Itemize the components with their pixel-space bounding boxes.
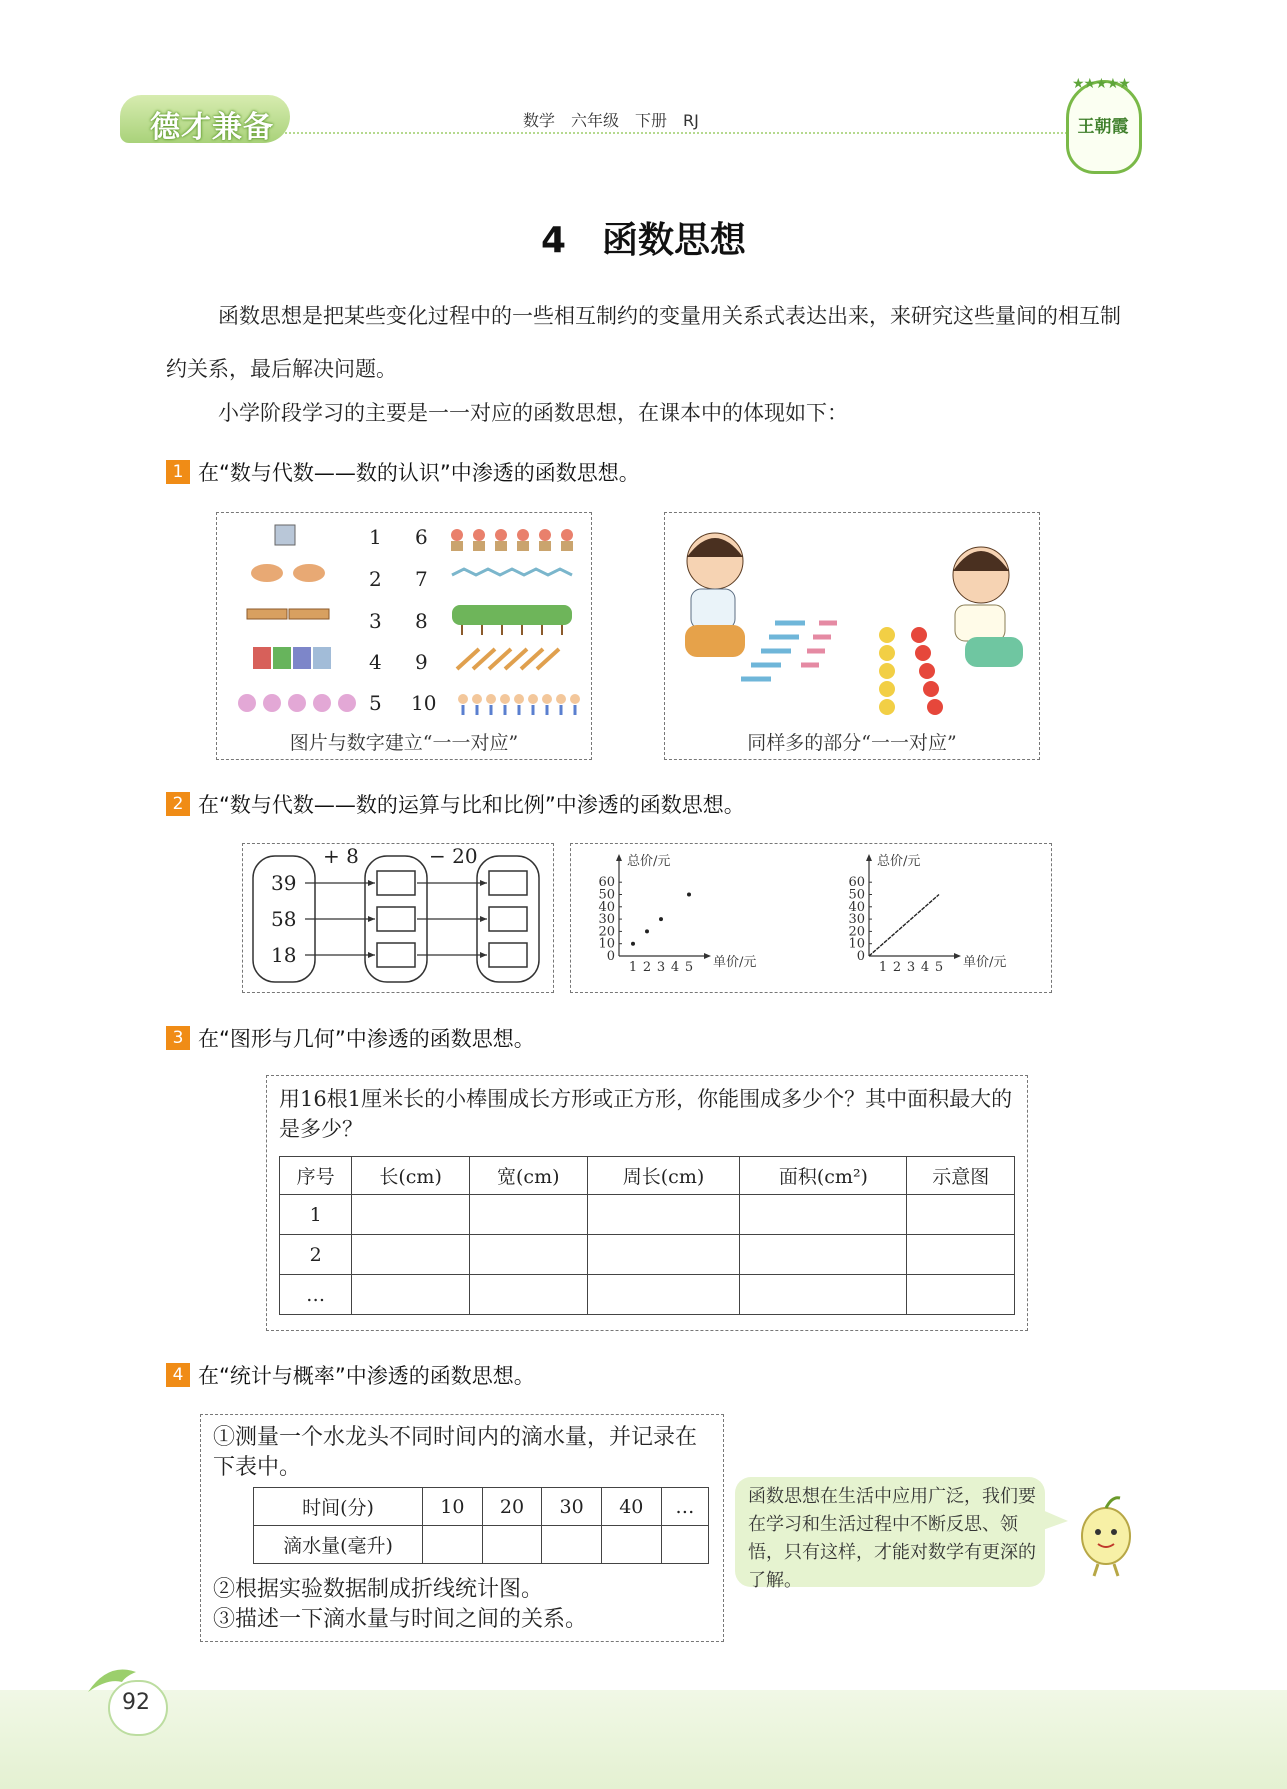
section-title: 在“数与代数——数的运算与比和比例”中渗透的函数思想。 xyxy=(198,793,745,817)
blank-cell[interactable] xyxy=(423,1526,483,1564)
row-index: 2 xyxy=(280,1235,352,1275)
seal-stars-icon: ★★★★★ xyxy=(1072,76,1130,92)
section-3-heading xyxy=(166,1023,535,1053)
header-meta: 数学 六年级 下册 RJ xyxy=(523,111,699,130)
footer-band xyxy=(0,1690,1287,1789)
tick-label: 30 xyxy=(848,912,865,928)
blank-cell[interactable] xyxy=(352,1195,470,1235)
blank-cell[interactable] xyxy=(469,1275,587,1315)
row-index: 1 xyxy=(280,1195,352,1235)
section-number: 4 xyxy=(166,1363,190,1387)
blank-cell[interactable] xyxy=(907,1235,1015,1275)
blank-cell[interactable] xyxy=(661,1526,708,1564)
input-value: 18 xyxy=(271,943,297,967)
count-number: 10 xyxy=(411,691,437,715)
tick-label: 5 xyxy=(934,960,944,975)
tick-label: 40 xyxy=(598,899,615,915)
task-4-box xyxy=(200,1414,724,1642)
count-number: 9 xyxy=(415,650,428,674)
section-2-heading xyxy=(166,789,745,819)
figure-caption: 同样多的部分“一一对应” xyxy=(747,732,957,754)
count-number: 5 xyxy=(369,691,382,715)
row-index: … xyxy=(280,1275,352,1315)
section-number: 1 xyxy=(166,460,190,484)
task-3-box xyxy=(266,1075,1028,1331)
blank-cell[interactable] xyxy=(907,1275,1015,1315)
rectangle-table xyxy=(279,1156,1015,1315)
table-row xyxy=(280,1195,1015,1235)
tick-label: 2 xyxy=(892,960,902,975)
figure-2-mapping xyxy=(242,843,554,993)
tick-label: 20 xyxy=(598,924,615,940)
brand-logo-text: 德才兼备 xyxy=(150,110,274,145)
section-1-heading xyxy=(166,457,640,487)
blank-cell[interactable] xyxy=(587,1195,740,1235)
task-4-step-2: ②根据实验数据制成折线统计图。 xyxy=(213,1577,544,1602)
blank-cell[interactable] xyxy=(469,1235,587,1275)
blank-cell[interactable] xyxy=(587,1275,740,1315)
axis-label: 单价/元 xyxy=(713,955,757,970)
tick-label: 10 xyxy=(598,936,615,952)
count-number: 3 xyxy=(369,609,382,633)
price-graphs xyxy=(571,844,1051,992)
time-value: 40 xyxy=(601,1488,661,1526)
tick-label: 60 xyxy=(598,875,615,891)
figure-caption: 图片与数字建立“一一对应” xyxy=(289,732,519,754)
figure-2-graphs xyxy=(570,843,1052,993)
tick-label: 60 xyxy=(848,875,865,891)
blank-cell[interactable] xyxy=(542,1526,602,1564)
tick-label: 0 xyxy=(856,949,865,964)
seal-text: 王朝霞 xyxy=(1077,117,1129,137)
data-point xyxy=(659,917,663,921)
tick-label: 4 xyxy=(920,960,930,975)
blank-cell[interactable] xyxy=(352,1235,470,1275)
section-title: 在“统计与概率”中渗透的函数思想。 xyxy=(198,1364,535,1388)
intro-paragraph-1: 函数思想是把某些变化过程中的一些相互制约的变量用关系式表达出来，来研究这些量间的相互制约关系，最后解决问题。 xyxy=(166,304,1121,381)
operation-label: + 8 xyxy=(323,844,359,868)
y-axis-arrow-icon xyxy=(616,854,622,861)
time-value: 30 xyxy=(542,1488,602,1526)
table-header: 周长(cm) xyxy=(587,1157,740,1195)
count-number: 7 xyxy=(415,567,428,591)
intro-paragraph-2: 小学阶段学习的主要是一一对应的函数思想，在课本中的体现如下： xyxy=(218,401,848,425)
page-title: 4 函数思想 xyxy=(540,220,747,261)
tip-text: 函数思想在生活中应用广泛，我们要在学习和生活过程中不断反思、领悟，只有这样，才能对数学有更深的了解。 xyxy=(748,1486,1036,1591)
tick-label: 30 xyxy=(598,912,615,928)
task-3-question: 用16根1厘米长的小棒围成长方形或正方形，你能围成多少个？其中面积最大的是多少？ xyxy=(279,1087,1013,1141)
tick-label: 50 xyxy=(848,887,865,903)
task-4-step-1: ①测量一个水龙头不同时间内的滴水量，并记录在下表中。 xyxy=(213,1425,698,1480)
blank-cell[interactable] xyxy=(907,1195,1015,1235)
count-number: 8 xyxy=(415,609,428,633)
blank-cell[interactable] xyxy=(601,1526,661,1564)
tick-label: 1 xyxy=(878,960,888,975)
data-point xyxy=(631,942,635,946)
series-line xyxy=(869,895,939,957)
time-value: 10 xyxy=(423,1488,483,1526)
table-header: 面积(cm²) xyxy=(740,1157,907,1195)
axis-label: 总价/元 xyxy=(877,854,921,869)
header-divider xyxy=(285,132,1075,134)
table-header: 序号 xyxy=(280,1157,352,1195)
blank-cell[interactable] xyxy=(740,1195,907,1235)
page-number: 92 xyxy=(122,1690,150,1715)
operation-label: − 20 xyxy=(429,844,478,868)
input-value: 58 xyxy=(271,907,297,931)
drip-table xyxy=(253,1487,709,1564)
count-number: 1 xyxy=(369,525,382,549)
data-point xyxy=(645,929,649,933)
tick-label: 10 xyxy=(848,936,865,952)
count-number: 6 xyxy=(415,525,428,549)
blank-cell[interactable] xyxy=(482,1526,542,1564)
tick-label: 20 xyxy=(848,924,865,940)
input-value: 39 xyxy=(271,871,297,895)
mascot-icon xyxy=(1072,1490,1142,1580)
blank-cell[interactable] xyxy=(469,1195,587,1235)
count-number: 4 xyxy=(369,650,382,674)
tick-label: 1 xyxy=(628,960,638,975)
row-label: 滴水量(毫升) xyxy=(254,1526,423,1564)
blank-cell[interactable] xyxy=(740,1235,907,1275)
time-value: 20 xyxy=(482,1488,542,1526)
section-title: 在“数与代数——数的认识”中渗透的函数思想。 xyxy=(198,461,640,485)
tick-label: 4 xyxy=(670,960,680,975)
time-value: … xyxy=(661,1488,708,1526)
figure-1-right xyxy=(664,512,1040,760)
children-illustration xyxy=(665,513,1039,759)
tick-label: 3 xyxy=(906,960,916,975)
tick-label: 2 xyxy=(642,960,652,975)
table-row xyxy=(280,1235,1015,1275)
figure-1-left xyxy=(216,512,592,760)
blank-cell[interactable] xyxy=(587,1235,740,1275)
table-row xyxy=(280,1275,1015,1315)
row-label: 时间(分) xyxy=(254,1488,423,1526)
tick-label: 50 xyxy=(598,887,615,903)
y-axis-arrow-icon xyxy=(866,854,872,861)
task-4-step-3: ③描述一下滴水量与时间之间的关系。 xyxy=(213,1607,588,1632)
blank-cell[interactable] xyxy=(740,1275,907,1315)
blank-cell[interactable] xyxy=(352,1275,470,1315)
section-number: 3 xyxy=(166,1026,190,1050)
section-title: 在“图形与几何”中渗透的函数思想。 xyxy=(198,1027,535,1051)
x-axis-arrow-icon xyxy=(704,953,711,959)
x-axis-arrow-icon xyxy=(954,953,961,959)
axis-label: 总价/元 xyxy=(627,854,671,869)
data-point xyxy=(687,893,691,897)
table-header: 示意图 xyxy=(907,1157,1015,1195)
count-number: 2 xyxy=(369,567,382,591)
table-header: 宽(cm) xyxy=(469,1157,587,1195)
tick-label: 40 xyxy=(848,899,865,915)
section-4-heading xyxy=(166,1360,535,1390)
tick-label: 0 xyxy=(606,949,615,964)
tick-label: 5 xyxy=(684,960,694,975)
section-number: 2 xyxy=(166,792,190,816)
axis-label: 单价/元 xyxy=(963,955,1007,970)
tick-label: 3 xyxy=(656,960,666,975)
picture-objects xyxy=(217,513,591,759)
table-header: 长(cm) xyxy=(352,1157,470,1195)
